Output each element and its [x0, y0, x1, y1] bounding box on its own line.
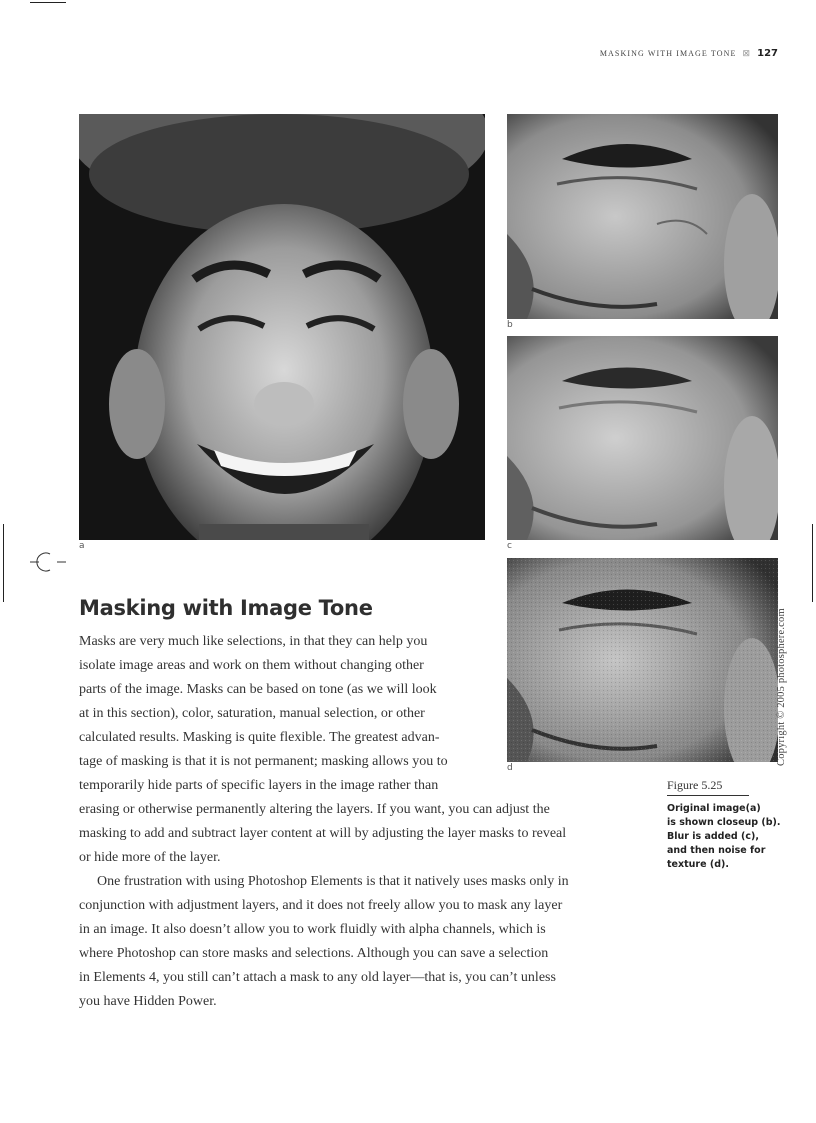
- text-line: One frustration with using Photoshop Elements is that it natively uses masks only in: [97, 874, 569, 889]
- photo-c-blurred: [507, 336, 778, 540]
- text-line: masking to add and subtract layer content at will by adjusting the layer masks to reveal: [79, 826, 567, 841]
- text-line: calculated results. Masking is quite flexible. The greatest advan-: [79, 730, 440, 745]
- text-line: erasing or otherwise permanently altering the layers. If you want, you can adjust the: [79, 802, 550, 817]
- text-line: or hide more of the layer.: [79, 850, 221, 865]
- text-line: isolate image areas and work on them without changing other: [79, 658, 424, 673]
- section-title: Masking with Image Tone: [79, 596, 373, 620]
- figure-caption: [667, 778, 787, 872]
- caption-line: is shown closeup (b).: [667, 817, 781, 828]
- text-line: where Photoshop can store masks and selections. Although you can save a selection: [79, 946, 549, 961]
- running-title: MASKING WITH IMAGE TONE: [599, 49, 737, 58]
- crop-mark-top: [30, 2, 66, 3]
- text-line: temporarily hide parts of specific layers in the image rather than: [79, 778, 439, 793]
- separator-icon: ⊠: [742, 48, 752, 58]
- text-line: in Elements 4, you still can’t attach a mask to any old layer—that is, you can’t unless: [79, 970, 556, 985]
- page-number: 127: [757, 48, 778, 59]
- running-header: [600, 48, 778, 59]
- caption-line: Original image(a): [667, 803, 761, 814]
- photo-b-label: b: [507, 320, 513, 330]
- body-text: [79, 630, 639, 1014]
- registration-mark-icon: [30, 548, 68, 576]
- figure-caption-text: [667, 802, 787, 872]
- text-line: you have Hidden Power.: [79, 994, 217, 1009]
- figure-number: Figure 5.25: [667, 778, 749, 796]
- text-line: Masks are very much like selections, in that they can help you: [79, 634, 428, 649]
- caption-line: and then noise for: [667, 845, 766, 856]
- photo-a-portrait: [79, 114, 485, 540]
- photo-copyright: Copyright © 2005 photosphere.com: [776, 608, 787, 766]
- photo-c-label: c: [507, 541, 512, 551]
- photo-b-closeup: [507, 114, 778, 319]
- text-line: tage of masking is that it is not permanent; masking allows you to: [79, 754, 448, 769]
- text-line: conjunction with adjustment layers, and it does not freely allow you to mask any layer: [79, 898, 563, 913]
- paragraph-1: [79, 630, 639, 870]
- text-line: parts of the image. Masks can be based on tone (as we will look: [79, 682, 437, 697]
- crop-mark-right: [812, 524, 813, 602]
- photo-a-label: a: [79, 541, 85, 551]
- crop-mark-left: [3, 524, 4, 602]
- photo-d-label: d: [507, 763, 513, 773]
- text-line: in an image. It also doesn’t allow you to work fluidly with alpha channels, which is: [79, 922, 546, 937]
- caption-line: Blur is added (c),: [667, 831, 759, 842]
- text-line: at in this section), color, saturation, manual selection, or other: [79, 706, 425, 721]
- paragraph-2: [79, 870, 639, 1014]
- caption-line: texture (d).: [667, 859, 729, 870]
